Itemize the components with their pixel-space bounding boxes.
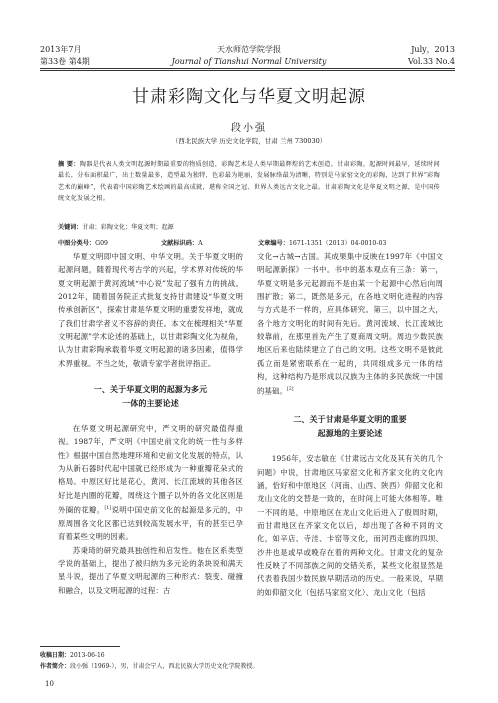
section-1-heading-line-2: 一体的主要论述 [122, 398, 179, 409]
author-bio-text: 段小强（1969-），男，甘肃会宁人，西北民族大学历史文化学院教授。 [70, 663, 259, 670]
left-paragraph-2-text: 在华夏文明起源研究中，严文明的研究最值得重视。1987年，严文明《中国史前文化的统一性与多样性》根据中国自然地理环境和史前文化发展的特点，认为从新石器时代起中国就已经形成为一种重瓣花朵式的格局。中原区好比是花心，黄河、长江流域的其他各区好比是内圈的花瓣，周绕这个圈子以外的各文化区则是外圈的花瓣。 [58, 424, 243, 515]
clc-value: G09 [95, 240, 108, 247]
header-rule-thin [40, 70, 455, 71]
author-bio-label: 作者简介： [40, 663, 71, 670]
clc-number [58, 238, 108, 247]
article-no-label: 文章编号： [258, 240, 289, 247]
clc-label: 中图分类号： [58, 240, 96, 247]
article-title: 甘肃彩陶文化与华夏文明起源 [132, 87, 366, 107]
section-2-heading [257, 412, 443, 440]
header-date-en: July，2013 [411, 45, 455, 54]
author-affiliation: （西北民族大学 历史文化学院，甘肃 兰州 730030） [171, 137, 327, 145]
keywords-text: 甘肃；彩陶文化；华夏文明；起源 [82, 224, 174, 231]
left-paragraph-3: 苏秉琦的研究最具独创性和启发性。他在区系类型学说的基础上，提出了被归纳为多元论的条块说和满天星斗说，提出了华夏文明起源的三种形式：裂变、碰撞和融合，以及文明起源的过程：古 [58, 545, 243, 595]
left-column [58, 250, 243, 597]
abstract-text: 陶器是代表人类文明起源时期最重要的物质创造，彩陶艺术是人类早期最辉煌的艺术创造。甘肃彩陶，起源时间最早，延续时间最长，分布面积最广，出土数量最多，造型最为独特，色彩最为艳丽，发展脉络最为清晰，特别是马家窑文化的彩陶，达到了世界“彩陶艺术的巅峰”，代表着中国彩陶艺术绘画的最高成就，堪称全国之冠、世界人类远古文化之最。甘肃彩陶文化是华夏文明之源，是中国传统文化发展之根。 [58, 161, 440, 203]
section-2-heading-line-2: 起源地的主要论述 [317, 428, 383, 439]
article-number [258, 238, 386, 247]
keywords [58, 222, 440, 233]
received-value: 2013-06-16 [70, 652, 105, 659]
doc-code-value: A [198, 240, 203, 247]
article-no-value: 1671-1351（2013）04-0010-03 [288, 240, 387, 247]
received-date [40, 650, 105, 659]
section-1-heading [58, 382, 243, 410]
right-column [257, 250, 443, 599]
right-paragraph-2: 1956年，安志敏在《甘肃远古文化及其有关的几个问题》中说，甘肃地区马家窑文化和齐家文化的文化内涵，恰好和中原地区（河南、山西、陕西）仰韶文化和龙山文化的交替是一致的，在时间上可能大体相等。唯一不同的是，中原地区在龙山文化后进入了殷周时期，而甘肃地区在齐家文化以后，却出现了各种不同的文化，如辛店、寺洼、卡窑等文化，而河西走廊的四坝、沙井也是或早或晚存在着的两种文化。甘肃文化的复杂性反映了不同部族之间的交错关系，某些文化很显然是代表着我国少数民族早期活动的历史。一般来说，早期的如仰韶文化（包括马家窑文化）、龙山文化（包括 [257, 454, 443, 597]
right-paragraph-1 [257, 250, 443, 398]
keywords-label: 关键词： [58, 224, 83, 231]
header-issue-cn: 第33卷 第4期 [40, 57, 90, 66]
citation-1: [1] [104, 506, 112, 512]
page-number: 10 [45, 680, 54, 688]
left-paragraph-2-tail: 说明中国史前文化的起源是多元的，中原周围各文化区都已达到较高发展水平，有的甚至已孕育着某些文明的因素。 [58, 505, 243, 542]
right-paragraph-1-text: 文化→古城→古国。其成果集中反映在1997年《中国文明起源新探》一书中。书中的基本观点有三条：第一，华夏文明是多元起源而不是由某一个起源中心然后向周围扩散；第二，既然是多元，在各地文明化进程的内容与方式是不一样的，应具体研究。第三，以中国之大，各个地方文明化的时间有先后。黄河流域、长江流域比较靠前，在那里首先产生了夏商周文明。周边少数民族地区后来也陆续建立了自己的文明。这些文明不是彼此孤立而是紧密联系在一起的，共同组成多元一体的结构，这种结构乃是形成以汉族为主体的多民族统一中国的基础。 [257, 252, 443, 396]
article-author: 段小强 [231, 123, 267, 134]
abstract-label: 摘 要： [58, 161, 80, 168]
left-paragraph-2 [58, 422, 243, 544]
doc-code-label: 文献标识码： [161, 240, 199, 247]
header-journal-name-cn: 天水师范学院学报 [217, 45, 281, 54]
section-2-heading-line-1: 二、关于甘肃是华夏文明的重要 [293, 414, 407, 425]
author-bio [40, 661, 258, 670]
left-paragraph-1: 华夏文明即中国文明、中华文明。关于华夏文明的起源问题，随着现代考古学的兴起，学术界对传统的华夏文明起源于黄河流域“中心说”发起了强有力的挑战。2012年，随着国务院正式批复支持甘肃建设“华夏文明传承创新区”，探索甘肃是华夏文明的重要发祥地，就成了我们甘肃学者义不容辞的责任。本文在梳理相关“华夏文明起源”学术论述的基础上，以甘肃彩陶文化为视角，认为甘肃彩陶承载着华夏文明起源的诸多因素，值得学术界重视。不当之处，敬请专家学者批评指正。 [58, 252, 243, 368]
citation-2: [2] [286, 387, 294, 393]
received-label: 收稿日期： [40, 652, 71, 659]
abstract [58, 159, 440, 205]
header-rule [40, 68, 455, 69]
header-issue-en: Vol.33 No.4 [408, 57, 455, 66]
document-code [161, 238, 203, 247]
header-date-cn: 2013年7月 [40, 45, 82, 54]
header-journal-name-en: Journal of Tianshui Normal University [171, 57, 327, 66]
footnote-rule [40, 646, 120, 647]
section-1-heading-line-1: 一、关于华夏文明的起源为多元 [93, 384, 208, 395]
